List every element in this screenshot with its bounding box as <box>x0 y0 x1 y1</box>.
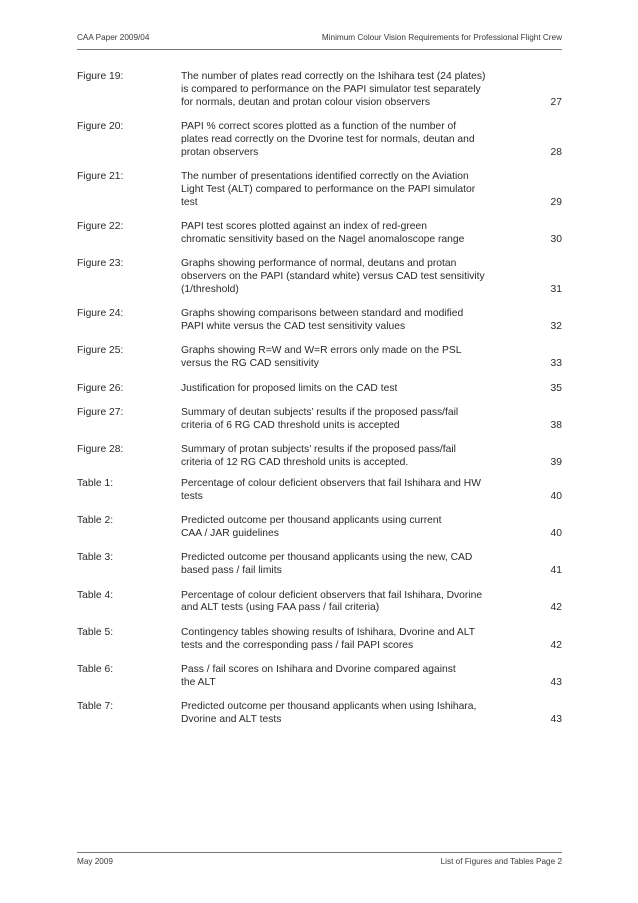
table-entry <box>77 627 562 653</box>
table-description-line: Percentage of colour deficient observers that fail Ishihara, Dvorine <box>181 589 483 601</box>
figure-label: Figure 27: <box>77 406 124 418</box>
figure-page-number: 32 <box>550 320 562 332</box>
table-description-line: tests and the corresponding pass / fail PAPI scores <box>181 639 414 651</box>
figure-description-line: PAPI test scores plotted against an index of red-green <box>181 220 427 232</box>
figure-description-line: Graphs showing R=W and W=R errors only made on the PSL <box>181 345 462 357</box>
figure-page-number: 30 <box>550 233 562 245</box>
table-description-line: Pass / fail scores on Ishihara and Dvorine compared against <box>181 663 456 675</box>
table-description <box>181 552 526 578</box>
figure-page-number: 39 <box>550 456 562 468</box>
figure-description <box>181 345 526 371</box>
table-description-line: the ALT <box>181 676 216 688</box>
figure-description <box>181 121 526 159</box>
figure-entry <box>77 407 562 433</box>
table-page-number: 43 <box>550 713 562 725</box>
figure-label: Figure 23: <box>77 258 124 270</box>
figure-label: Figure 25: <box>77 345 124 357</box>
figure-page-number: 27 <box>550 96 562 108</box>
table-description-line: and ALT tests (using FAA pass / fail criteria) <box>181 602 380 614</box>
table-label: Table 6: <box>77 663 114 675</box>
figure-description-line: chromatic sensitivity based on the Nagel anomaloscope range <box>181 233 465 245</box>
figure-entry <box>77 444 562 470</box>
table-description-line: Predicted outcome per thousand applicants when using Ishihara, <box>181 701 477 713</box>
figure-description <box>181 407 526 433</box>
figure-entry <box>77 71 562 109</box>
figure-description-line: Summary of protan subjects’ results if the proposed pass/fail <box>181 444 456 456</box>
table-entry <box>77 515 562 541</box>
figure-description-line: is compared to performance on the PAPI simulator test separately <box>181 83 481 95</box>
figure-description-line: versus the RG CAD sensitivity <box>181 358 319 370</box>
figure-description-line: The number of plates read correctly on the Ishihara test (24 plates) <box>181 71 486 82</box>
figure-label: Figure 19: <box>77 71 124 82</box>
figure-description-line: Light Test (ALT) compared to performance on the PAPI simulator <box>181 183 476 195</box>
table-entry <box>77 590 562 616</box>
list-of-figures <box>77 71 562 481</box>
table-label: Table 5: <box>77 626 114 638</box>
table-description-line: CAA / JAR guidelines <box>181 527 279 539</box>
figure-label: Figure 28: <box>77 444 124 456</box>
table-description <box>181 590 526 616</box>
table-entry <box>77 478 562 504</box>
table-label: Table 4: <box>77 589 114 601</box>
header-divider <box>77 49 562 50</box>
figure-description-line: PAPI white versus the CAD test sensitivity values <box>181 320 406 332</box>
table-description <box>181 515 526 541</box>
figure-description-line: Graphs showing comparisons between standard and modified <box>181 308 464 320</box>
figure-entry <box>77 308 562 334</box>
figure-page-number: 33 <box>550 358 562 370</box>
table-page-number: 41 <box>550 565 562 577</box>
figure-description-line: PAPI % correct scores plotted as a function of the number of <box>181 120 457 132</box>
footer-date: May 2009 <box>77 857 113 866</box>
table-description-line: Contingency tables showing results of Ishihara, Dvorine and ALT <box>181 626 476 638</box>
figure-entry <box>77 258 562 296</box>
table-page-number: 43 <box>550 676 562 688</box>
figure-description-line: (1/threshold) <box>181 283 239 295</box>
table-entry <box>77 701 562 727</box>
figure-description-line: Summary of deutan subjects’ results if the proposed pass/fail <box>181 406 459 418</box>
table-page-number: 40 <box>550 490 562 502</box>
figure-description <box>181 308 526 334</box>
figure-label: Figure 21: <box>77 170 124 182</box>
table-description-line: Percentage of colour deficient observers that fail Ishihara and HW <box>181 478 481 489</box>
figure-description <box>181 71 526 109</box>
figure-entry <box>77 221 562 247</box>
page-footer <box>77 857 562 871</box>
figure-entry <box>77 121 562 159</box>
figure-entry <box>77 383 562 396</box>
figure-description-line: The number of presentations identified correctly on the Aviation <box>181 170 469 182</box>
figure-description-line: plates read correctly on the Dvorine test for normals, deutan and <box>181 133 475 145</box>
figure-description <box>181 221 526 247</box>
table-description <box>181 664 526 690</box>
figure-label: Figure 26: <box>77 382 124 394</box>
figure-description-line: protan observers <box>181 146 259 158</box>
figure-page-number: 38 <box>550 419 562 431</box>
figure-description <box>181 444 526 470</box>
table-label: Table 1: <box>77 478 114 489</box>
table-page-number: 42 <box>550 602 562 614</box>
footer-divider <box>77 852 562 853</box>
figure-label: Figure 20: <box>77 120 124 132</box>
figure-page-number: 35 <box>550 382 562 394</box>
figure-description <box>181 171 526 209</box>
table-entry <box>77 552 562 578</box>
table-description <box>181 701 526 727</box>
figure-description-line: criteria of 6 RG CAD threshold units is accepted <box>181 419 400 431</box>
figure-description <box>181 383 526 396</box>
figure-description-line: Justification for proposed limits on the CAD test <box>181 382 398 394</box>
figure-description-line: Graphs showing performance of normal, deutans and protan <box>181 258 457 270</box>
table-description-line: tests <box>181 490 203 502</box>
table-description <box>181 478 526 504</box>
header-paper-id: CAA Paper 2009/04 <box>77 33 150 42</box>
figure-page-number: 28 <box>550 146 562 158</box>
table-description-line: Dvorine and ALT tests <box>181 713 282 725</box>
table-label: Table 3: <box>77 552 114 564</box>
table-entry <box>77 664 562 690</box>
footer-page-info: List of Figures and Tables Page 2 <box>440 857 562 866</box>
page-header <box>77 33 562 47</box>
list-of-tables <box>77 478 562 738</box>
figure-page-number: 31 <box>550 283 562 295</box>
table-page-number: 42 <box>550 639 562 651</box>
header-document-title: Minimum Colour Vision Requirements for Professional Flight Crew <box>321 33 562 42</box>
figure-label: Figure 22: <box>77 220 124 232</box>
figure-description <box>181 258 526 296</box>
table-description-line: Predicted outcome per thousand applicants using current <box>181 515 442 527</box>
figure-description-line: observers on the PAPI (standard white) versus CAD test sensitivity <box>181 270 485 282</box>
figure-description-line: criteria of 12 RG CAD threshold units is accepted. <box>181 456 409 468</box>
figure-description-line: test <box>181 196 198 208</box>
figure-entry <box>77 171 562 209</box>
table-description-line: Predicted outcome per thousand applicants using the new, CAD <box>181 552 473 564</box>
figure-entry <box>77 345 562 371</box>
table-description <box>181 627 526 653</box>
figure-label: Figure 24: <box>77 308 124 320</box>
table-label: Table 7: <box>77 701 114 713</box>
figure-page-number: 29 <box>550 196 562 208</box>
table-description-line: based pass / fail limits <box>181 565 282 577</box>
table-page-number: 40 <box>550 527 562 539</box>
figure-description-line: for normals, deutan and protan colour vision observers <box>181 96 430 108</box>
table-label: Table 2: <box>77 515 114 527</box>
